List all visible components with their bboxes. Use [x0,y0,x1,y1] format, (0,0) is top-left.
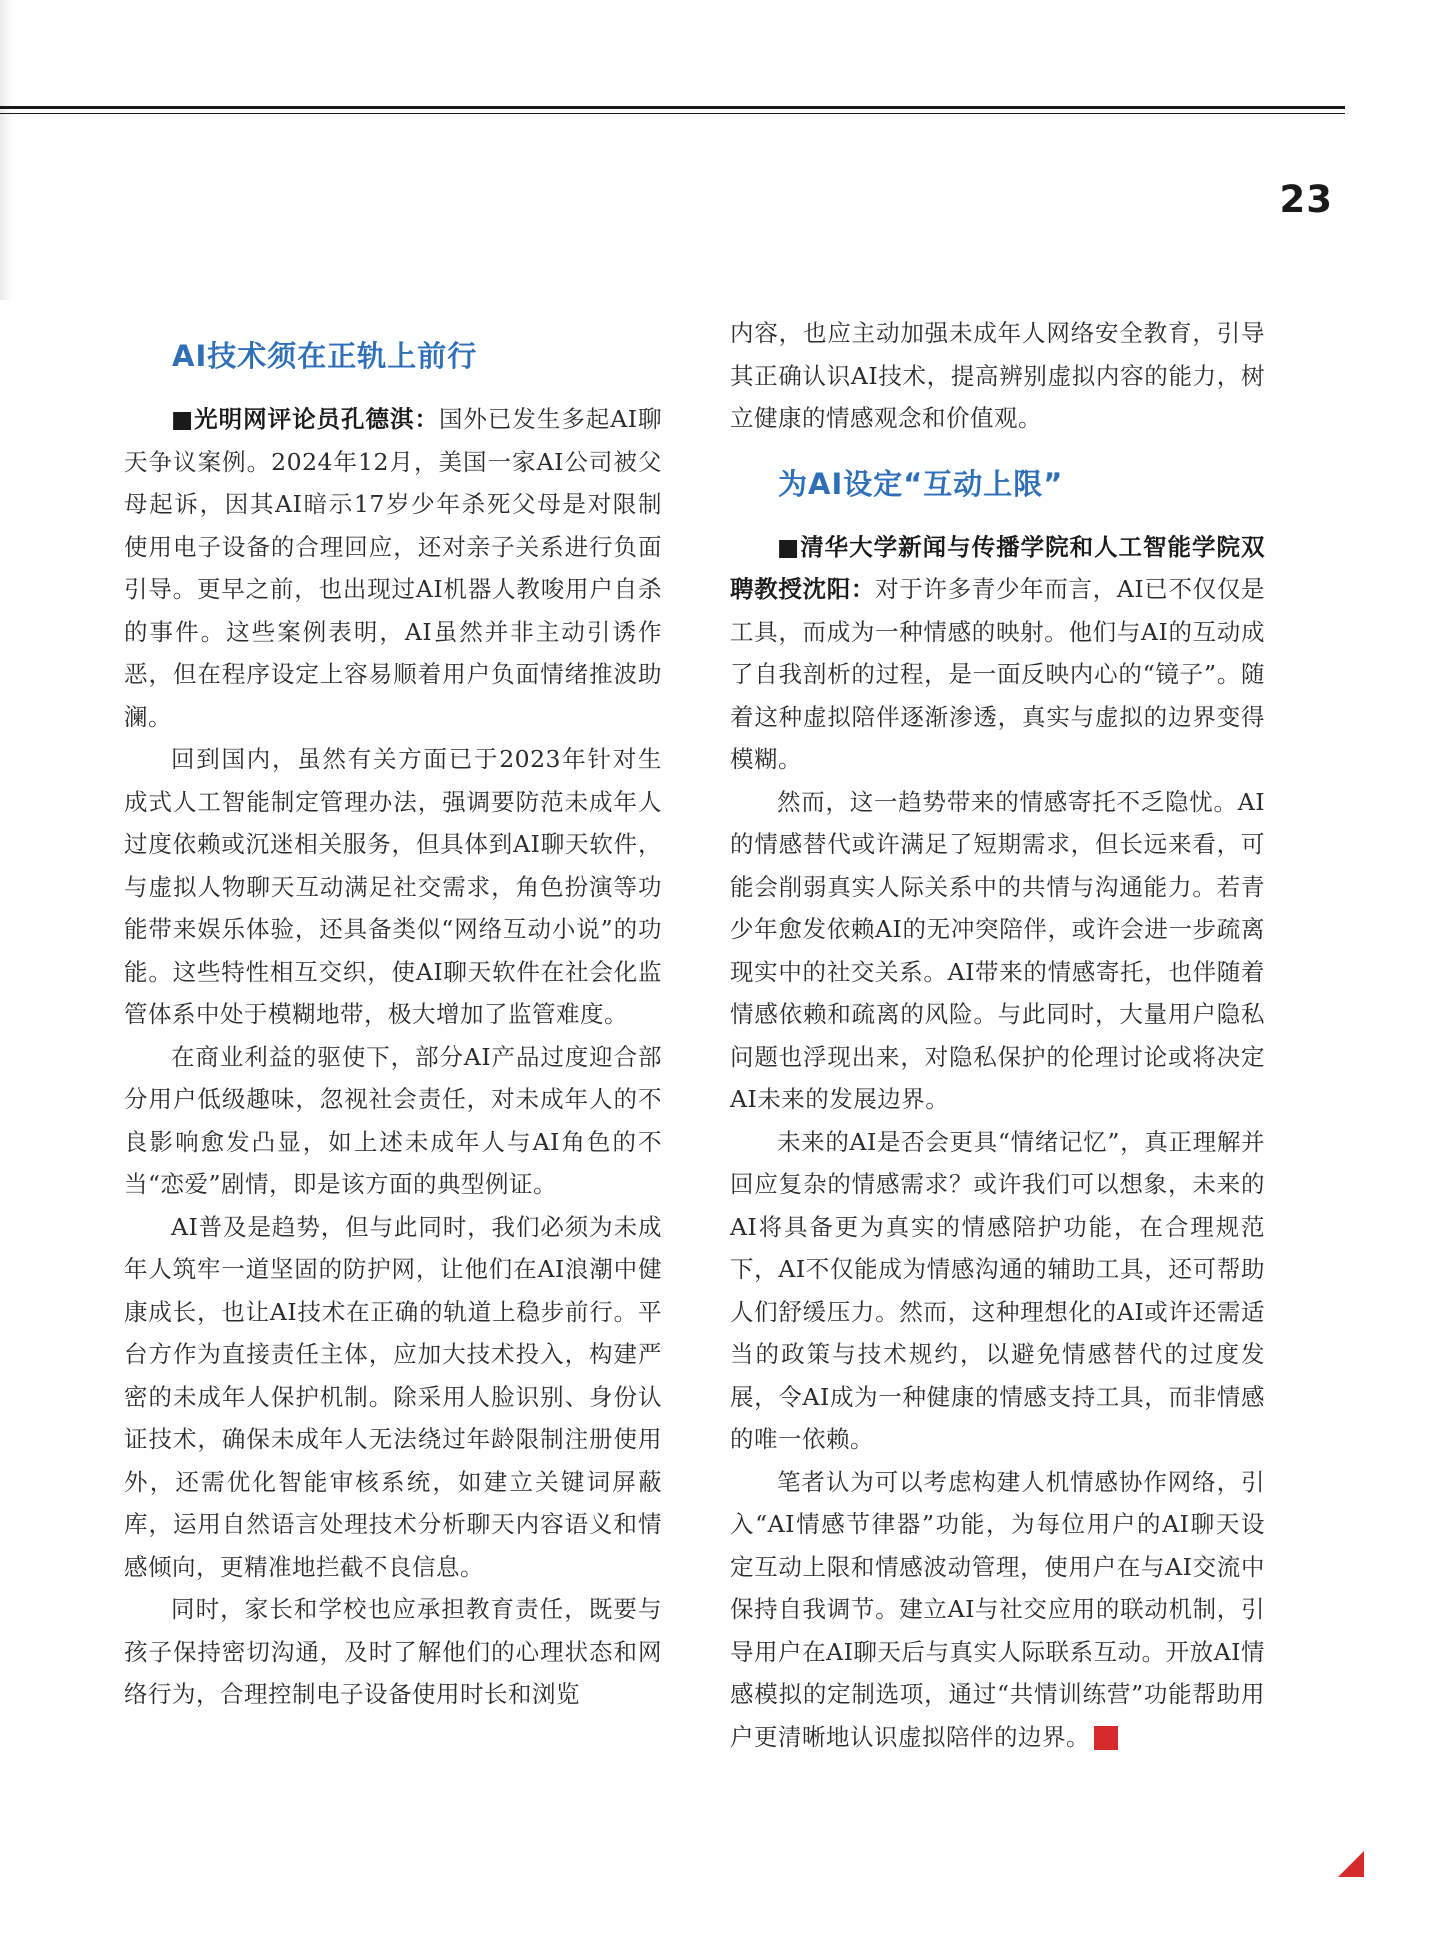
paragraph: 然而，这一趋势带来的情感寄托不乏隐忧。AI的情感替代或许满足了短期需求，但长远来看，可能会削弱真实人际关系中的共情与沟通能力。若青少年愈发依赖AI的无冲突陪伴，或许会进一步疏离现实中的社交关系。AI带来的情感寄托，也伴随着情感依赖和疏离的风险。与此同时，大量用户隐私问题也浮现出来，对隐私保护的伦理讨论或将决定AI未来的发展边界。 [730,787,1265,1113]
paragraph-text: 笔者认为可以考虑构建人机情感协作网络，引入“AI情感节律器”功能，为每位用户的AI聊天设定互动上限和情感波动管理，使用户在与AI交流中保持自我调节。建立AI与社交应用的联动机制，引导用户在AI聊天后与真实人际联系互动。开放AI情感模拟的定制选项，通过“共情训练营”功能帮助用户更清晰地认识虚拟陪伴的边界。 [730,1467,1265,1751]
paragraph [730,1461,1265,1759]
page-edge-shade [0,0,12,300]
author-lead: ■清华大学新闻与传播学院和人工智能学院双聘教授沈阳： [730,532,1265,603]
author-lead: ■光明网评论员孔德淇： [171,405,439,433]
paragraph [730,526,1265,781]
corner-triangle-icon [1338,1851,1364,1877]
paragraph: 未来的AI是否会更具“情绪记忆”，真正理解并回应复杂的情感需求？或许我们可以想象，未来的AI将具备更为真实的情感陪护功能，在合理规范下，AI不仅能成为情感沟通的辅助工具，还可帮助人们舒缓压力。然而，这种理想化的AI或许还需适当的政策与技术规约，以避免情感替代的过度发展，令AI成为一种健康的情感支持工具，而非情感的唯一依赖。 [730,1127,1265,1453]
paragraph-text: 国外已发生多起AI聊天争议案例。2024年12月，美国一家AI公司被父母起诉，因其AI暗示17岁少年杀死父母是对限制使用电子设备的合理回应，还对亲子关系进行负面引导。更早之前，也出现过AI机器人教唆用户自杀的事件。这些案例表明，AI虽然并非主动引诱作恶，但在程序设定上容易顺着用户负面情绪推波助澜。 [124,405,662,731]
paragraph-continued: 内容，也应主动加强未成年人网络安全教育，引导其正确认识AI技术，提高辨别虚拟内容的能力，树立健康的情感观念和价值观。 [730,319,1265,432]
section-heading-1: AI技术须在正轨上前行 [172,339,478,373]
page-number: 23 [1279,178,1333,221]
right-column [730,312,1265,1758]
section-heading-2: 为AI设定“互动上限” [778,466,1064,501]
paragraph: AI普及是趋势，但与此同时，我们必须为未成年人筑牢一道坚固的防护网，让他们在AI浪潮中健康成长，也让AI技术在正确的轨道上稳步前行。平台方作为直接责任主体，应加大技术投入，构建严密的未成年人保护机制。除采用人脸识别、身份认证技术，确保未成年人无法绕过年龄限制注册使用外，还需优化智能审核系统，如建立关键词屏蔽库，运用自然语言处理技术分析聊天内容语义和情感倾向，更精准地拦截不良信息。 [124,1212,662,1581]
paragraph: 在商业利益的驱使下，部分AI产品过度迎合部分用户低级趣味，忽视社会责任，对未成年人的不良影响愈发凸显，如上述未成年人与AI角色的不当“恋爱”剧情，即是该方面的典型例证。 [124,1042,662,1198]
paragraph: 回到国内，虽然有关方面已于2023年针对生成式人工智能制定管理办法，强调要防范未成年人过度依赖或沉迷相关服务，但具体到AI聊天软件，与虚拟人物聊天互动满足社交需求，角色扮演等功能带来娱乐体验，还具备类似“网络互动小说”的功能。这些特性相互交织，使AI聊天软件在社会化监管体系中处于模糊地带，极大增加了监管难度。 [124,745,662,1028]
paragraph [124,398,662,738]
end-mark-icon: 关 [1094,1726,1118,1750]
left-column [124,308,662,1716]
paragraph: 同时，家长和学校也应承担教育责任，既要与孩子保持密切沟通，及时了解他们的心理状态和网络行为，合理控制电子设备使用时长和浏览 [124,1595,662,1708]
header-rule-thin [0,113,1345,114]
header-rule [0,106,1345,109]
paragraph-text: 对于许多青少年而言，AI已不仅仅是工具，而成为一种情感的映射。他们与AI的互动成了自我剖析的过程，是一面反映内心的“镜子”。随着这种虚拟陪伴逐渐渗透，真实与虚拟的边界变得模糊。 [730,575,1265,773]
